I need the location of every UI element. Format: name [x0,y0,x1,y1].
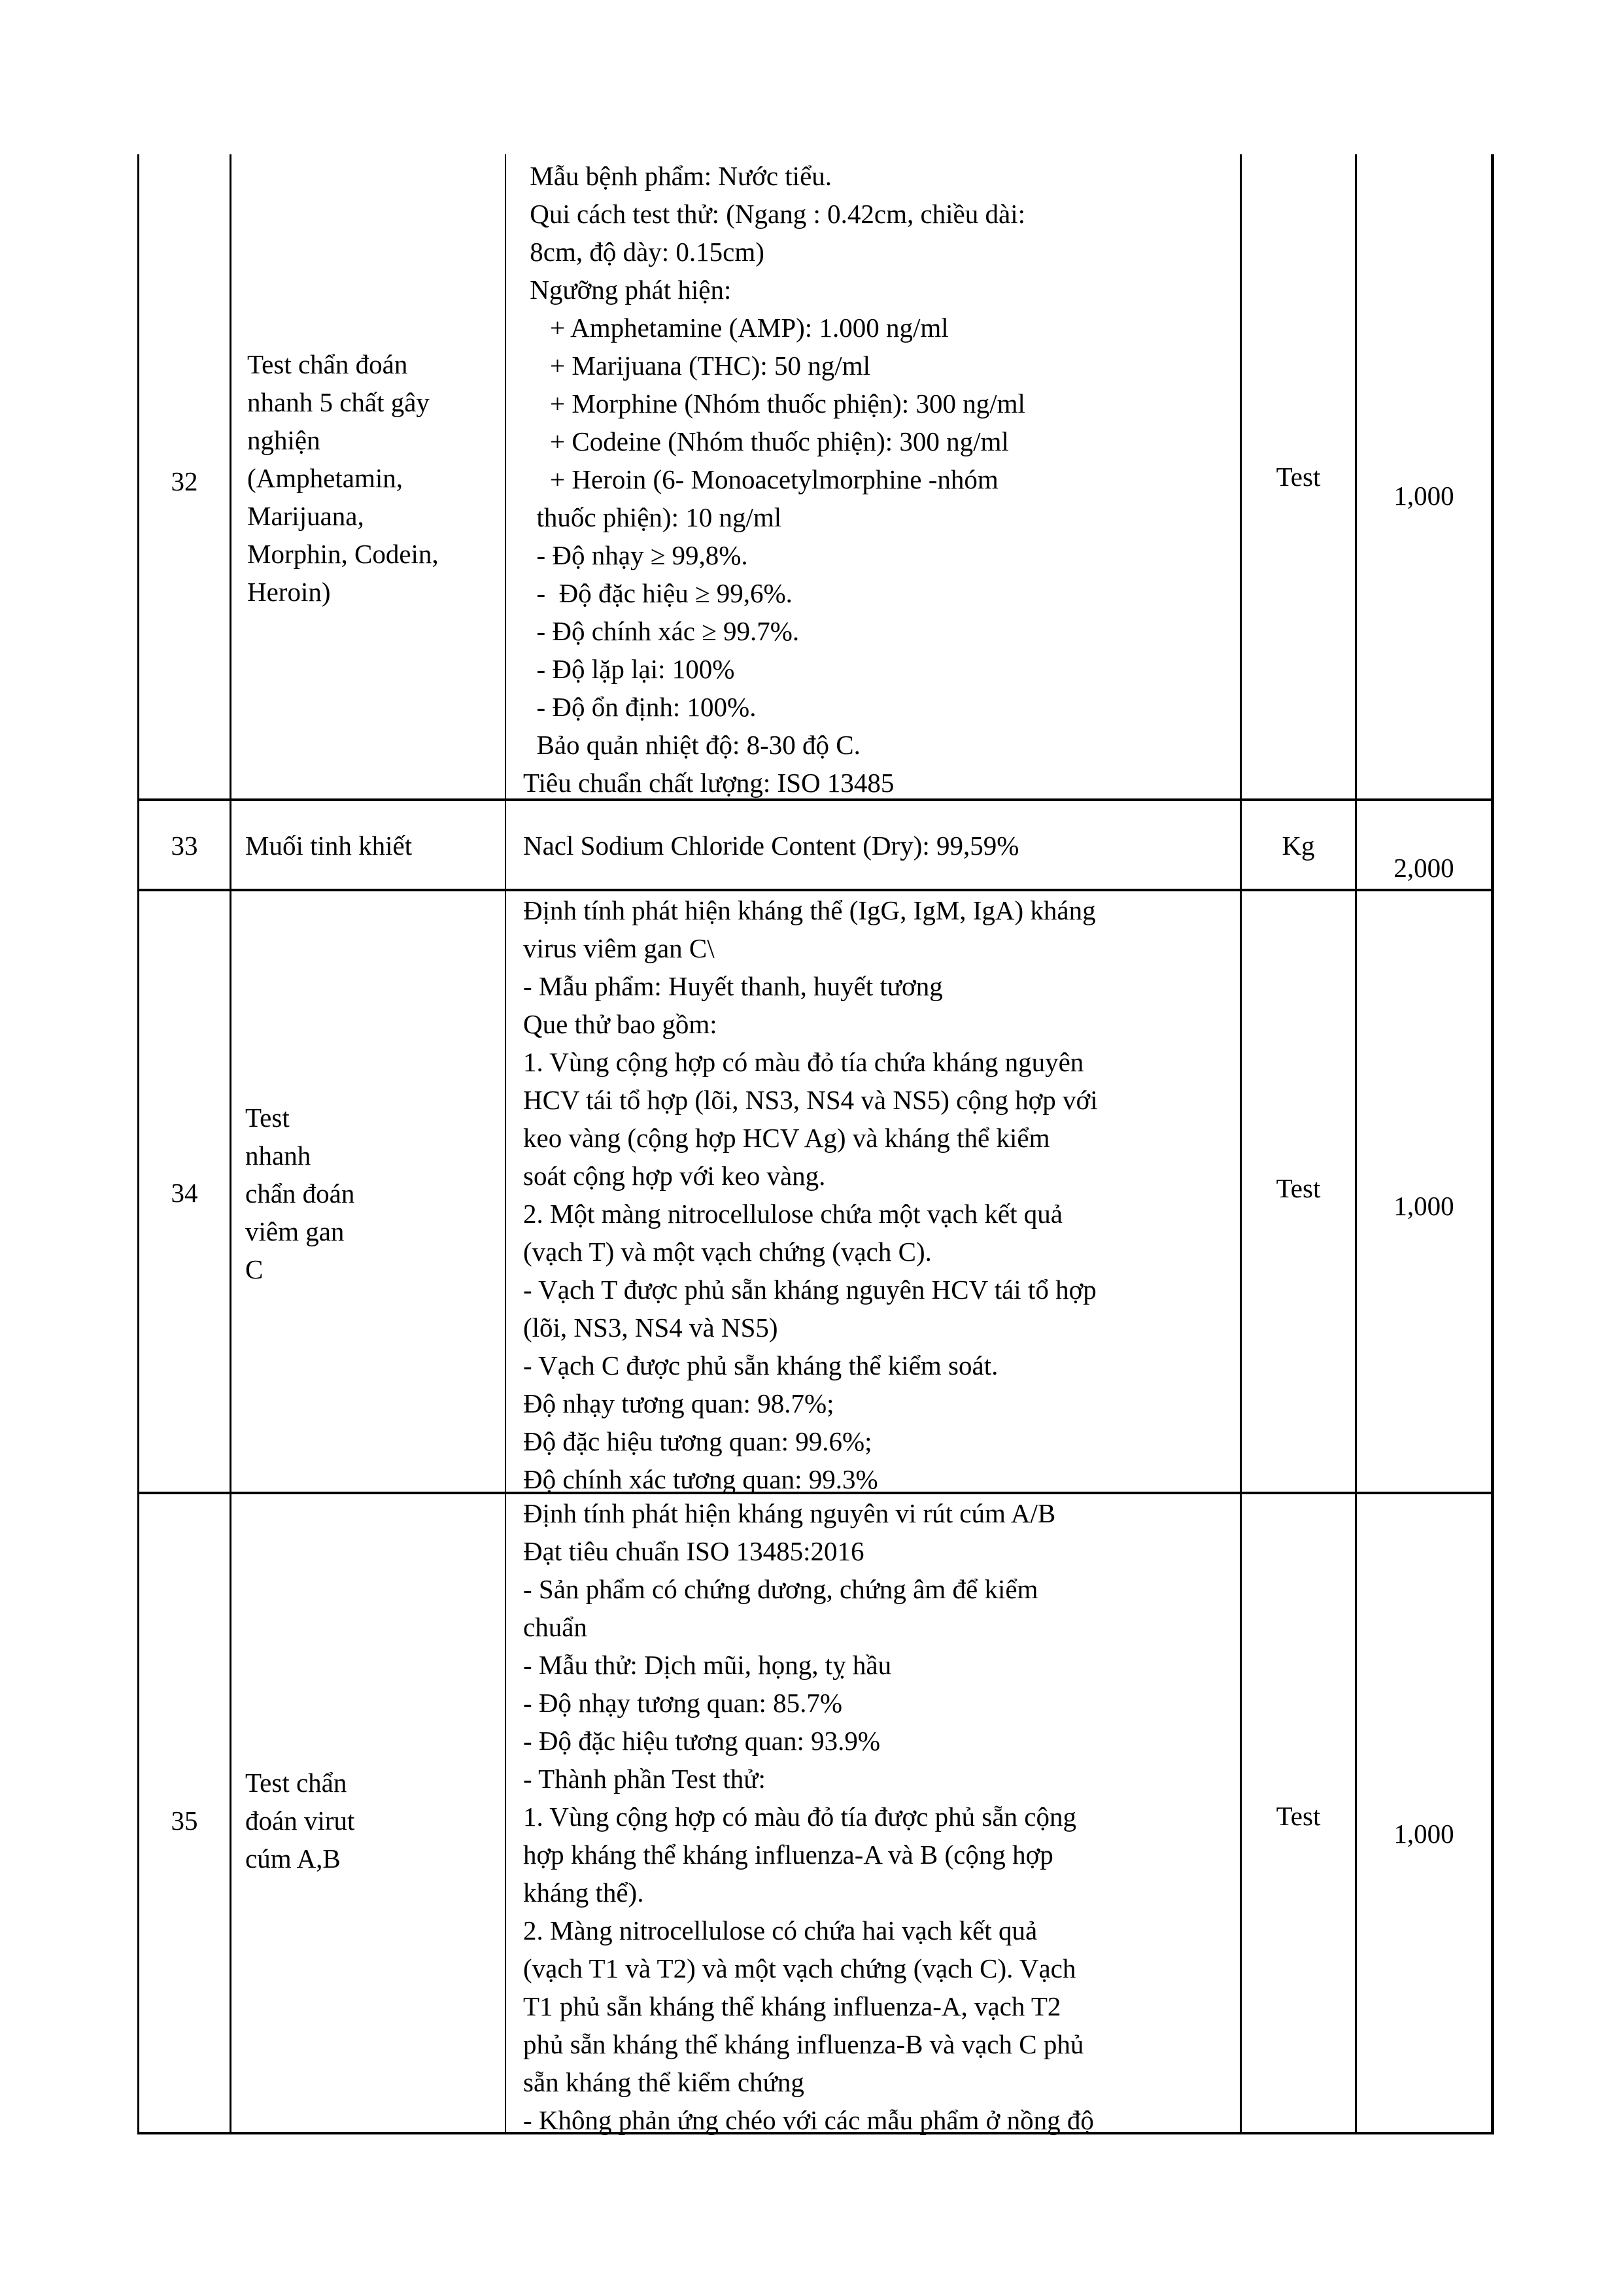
text-line: - Vạch T được phủ sẵn kháng nguyên HCV tái tổ hợp [523,1275,1097,1305]
text-line: 2. Một màng nitrocellulose chứa một vạch kết quả [523,1199,1063,1229]
item-name [245,827,412,865]
text-line: đoán virut [245,1806,355,1836]
text-line: - Độ chính xác ≥ 99.7%. [523,616,800,646]
unit: Test [1276,1801,1321,1831]
column-divider-name [230,154,231,2134]
text-line: (vạch T1 và T2) và một vạch chứng (vạch C). Vạch [523,1953,1076,1983]
text-line: 8cm, độ dày: 0.15cm) [523,237,764,267]
text-line: thuốc phiện): 10 ng/ml [523,502,782,532]
text-line: Muối tinh khiết [245,831,413,861]
text-line: + Marijuana (THC): 50 ng/ml [523,351,870,381]
quantity: 1,000 [1393,481,1454,511]
text-line: viêm gan [245,1216,345,1246]
text-line: chẩn đoán [245,1178,355,1208]
text-line: C [245,1254,264,1284]
text-line: - Vạch C được phủ sẵn kháng thể kiểm soát. [523,1350,999,1380]
item-name [245,1764,354,1877]
text-line: - Thành phần Test thử: [523,1764,766,1794]
text-line: - Không phản ứng chéo với các mẫu phẩm ở nồng độ [523,2105,1094,2135]
text-line: sẵn kháng thể kiểm chứng [523,2067,804,2097]
text-line: - Độ nhạy ≥ 99,8%. [523,540,748,570]
text-line: - Sản phẩm có chứng dương, chứng âm để kiểm [523,1574,1038,1604]
text-line: Độ chính xác tương quan: 99.3% [523,1464,878,1494]
text-line: 2. Màng nitrocellulose có chứa hai vạch kết quả [523,1915,1038,1945]
text-line: phủ sẵn kháng thể kháng influenza-B và vạch C phủ [523,2029,1084,2059]
item-description [523,157,1025,802]
text-line: nghiện [247,425,320,455]
text-line: - Mẫu phẩm: Huyết thanh, huyết tương [523,971,943,1001]
text-line: Định tính phát hiện kháng thể (IgG, IgM, IgA) kháng [523,895,1096,925]
unit: Kg [1282,831,1315,861]
text-line: Test chẩn đoán [247,349,408,379]
text-line: Đạt tiêu chuẩn ISO 13485:2016 [523,1536,864,1566]
item-description [523,827,1019,865]
text-line: HCV tái tổ hợp (lõi, NS3, NS4 và NS5) cộng hợp với [523,1085,1098,1115]
text-line: Ngưỡng phát hiện: [523,275,732,305]
text-line: - Độ ổn định: 100%. [523,692,757,722]
text-line: Heroin) [247,577,331,607]
text-line: Bảo quản nhiệt độ: 8-30 độ C. [523,730,861,760]
table-border-right [1491,154,1494,2134]
unit: Test [1276,462,1321,492]
text-line: (vạch T) và một vạch chứng (vạch C). [523,1237,932,1267]
text-line: cúm A,B [245,1843,341,1874]
text-line: Tiêu chuẩn chất lượng: ISO 13485 [523,768,895,798]
text-line: Test [245,1103,290,1133]
text-line: Độ đặc hiệu tương quan: 99.6%; [523,1426,872,1456]
text-line: Test chẩn [245,1768,347,1798]
quantity: 2,000 [1393,853,1454,883]
text-line: Nacl Sodium Chloride Content (Dry): 99,59% [523,831,1019,861]
text-line: nhanh 5 chất gây [247,387,430,417]
row-number: 33 [171,831,198,861]
row-number: 32 [171,466,198,496]
item-description [523,891,1098,1498]
text-line: Morphin, Codein, [247,539,439,569]
item-name [247,345,439,611]
text-line: kháng thể). [523,1877,644,1908]
text-line: - Độ đặc hiệu ≥ 99,6%. [523,578,793,608]
quantity: 1,000 [1393,1191,1454,1221]
text-line: soát cộng hợp với keo vàng. [523,1161,826,1191]
text-line: - Mẫu thử: Dịch mũi, họng, tỵ hầu [523,1650,892,1680]
quantity: 1,000 [1393,1819,1454,1849]
text-line: Qui cách test thử: (Ngang : 0.42cm, chiều dài: [523,199,1025,229]
text-line: (Amphetamin, [247,463,403,493]
text-line: 1. Vùng cộng hợp có màu đỏ tía được phủ sẵn cộng [523,1802,1076,1832]
text-line: - Độ nhạy tương quan: 85.7% [523,1688,842,1718]
text-line: hợp kháng thể kháng influenza-A và B (cộng hợp [523,1840,1053,1870]
text-line: Que thử bao gồm: [523,1009,717,1039]
column-divider-description [505,154,506,2134]
text-line: + Codeine (Nhóm thuốc phiện): 300 ng/ml [523,426,1009,456]
item-name [245,1099,354,1288]
item-description [523,1494,1094,2139]
unit: Test [1276,1173,1321,1203]
text-line: Mẫu bệnh phẩm: Nước tiểu. [523,161,832,191]
text-line: Độ nhạy tương quan: 98.7%; [523,1388,834,1418]
text-line: Marijuana, [247,501,364,531]
text-line: (lõi, NS3, NS4 và NS5) [523,1312,778,1343]
row-number: 35 [171,1806,198,1836]
text-line: Định tính phát hiện kháng nguyên vi rút cúm A/B [523,1498,1056,1528]
text-line: + Amphetamine (AMP): 1.000 ng/ml [523,313,949,343]
text-line: chuẩn [523,1612,587,1642]
text-line: virus viêm gan C\ [523,933,715,963]
text-line: nhanh [245,1140,311,1171]
text-line: + Heroin (6- Monoacetylmorphine -nhóm [523,464,999,494]
row-number: 34 [171,1178,198,1208]
text-line: T1 phủ sẵn kháng thể kháng influenza-A, vạch T2 [523,1991,1061,2021]
text-line: keo vàng (cộng hợp HCV Ag) và kháng thể kiểm [523,1123,1050,1153]
text-line: + Morphine (Nhóm thuốc phiện): 300 ng/ml [523,388,1025,419]
column-divider-unit [1240,154,1242,2134]
text-line: - Độ đặc hiệu tương quan: 93.9% [523,1726,881,1756]
text-line: - Độ lặp lại: 100% [523,654,735,684]
text-line: 1. Vùng cộng hợp có màu đỏ tía chứa kháng nguyên [523,1047,1084,1077]
